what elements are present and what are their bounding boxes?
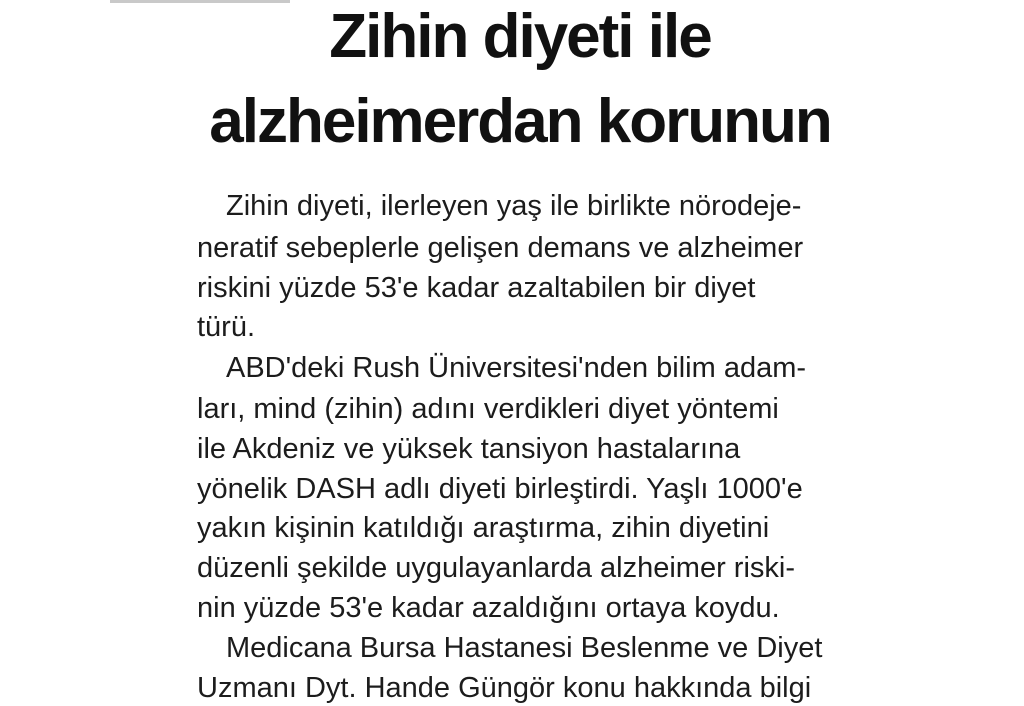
body-line: ları, mind (zihin) adını verdikleri diyet yöntemi xyxy=(197,393,779,425)
body-line: neratif sebeplerle gelişen demans ve alzheimer xyxy=(197,232,804,264)
body-line: türü. xyxy=(197,311,256,343)
top-divider xyxy=(110,0,290,3)
body-line: nin yüzde 53'e kadar azaldığını ortaya koydu. xyxy=(197,592,780,624)
body-line: riskini yüzde 53'e kadar azaltabilen bir diyet xyxy=(197,272,756,304)
body-line: ile Akdeniz ve yüksek tansiyon hastalarına xyxy=(197,433,741,465)
body-line: düzenli şekilde uygulayanlarda alzheimer riski- xyxy=(197,552,796,584)
headline-line-1: Zihin diyeti ile xyxy=(329,2,711,71)
headline-line-2: alzheimerdan korunun xyxy=(209,87,831,156)
body-line: Uzmanı Dyt. Hande Güngör konu hakkında bilgi xyxy=(197,672,812,704)
body-line: yakın kişinin katıldığı araştırma, zihin diyetini xyxy=(197,512,770,544)
body-line: Medicana Bursa Hastanesi Beslenme ve Diyet xyxy=(226,632,823,664)
body-line: yönelik DASH adlı diyeti birleştirdi. Yaşlı 1000'e xyxy=(197,473,803,505)
body-line: Zihin diyeti, ilerleyen yaş ile birlikte nörodeje- xyxy=(226,190,802,222)
body-line: ABD'deki Rush Üniversitesi'nden bilim adam- xyxy=(226,352,807,384)
